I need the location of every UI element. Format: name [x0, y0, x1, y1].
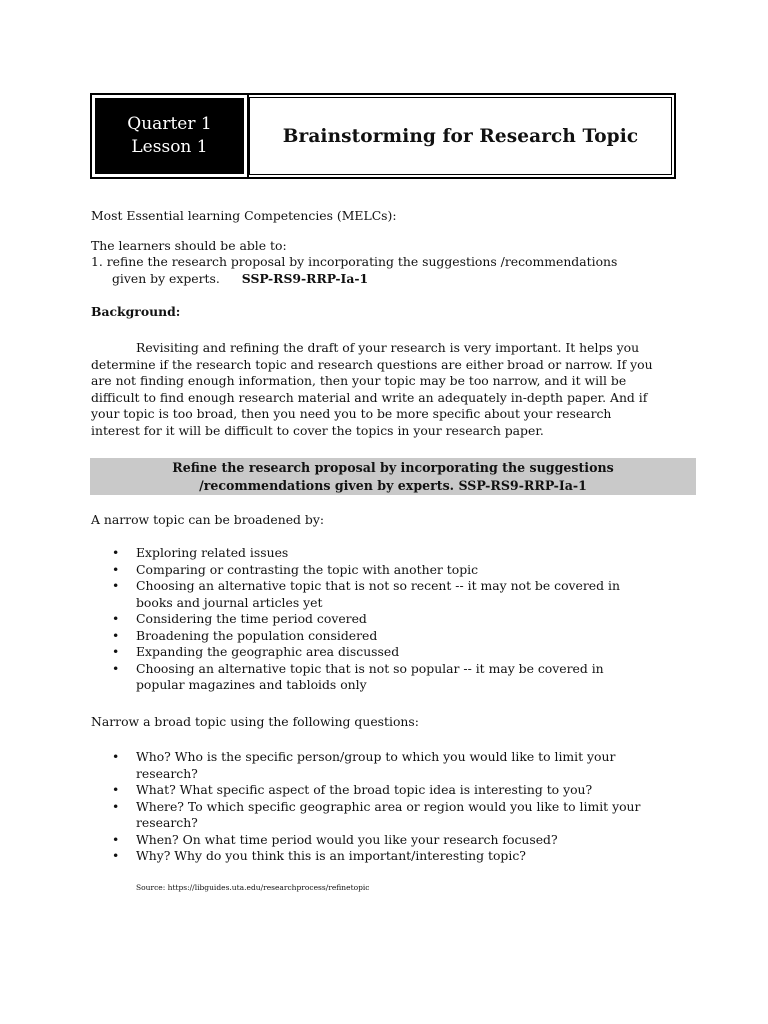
- banner-line: Refine the research proposal by incorporating the suggestions: [172, 460, 614, 475]
- lesson-title-box: [249, 97, 672, 175]
- lesson-header: [90, 93, 676, 179]
- background-line: determine if the research topic and research questions are either broad or narrow. If you: [91, 356, 653, 372]
- list-item: • Where? To which specific geographic area or region would you like to limit your research?: [112, 798, 641, 830]
- list-item: • Comparing or contrasting the topic with another topic: [112, 561, 479, 577]
- background-line: difficult to find enough research material and write an adequately in-depth paper. And if: [91, 389, 648, 405]
- quarter-label: Quarter 1: [127, 114, 212, 134]
- melcs-item-line1: 1. refine the research proposal by incorporating the suggestions /recommendations: [91, 254, 618, 269]
- bullet-icon: •: [112, 782, 120, 797]
- list-item: • Considering the time period covered: [112, 611, 367, 626]
- background-line: your topic is too broad, then you need you to be more specific about your research: [91, 406, 612, 421]
- bullet-icon: •: [112, 831, 120, 847]
- list-item: • Broadening the population considered: [112, 627, 378, 643]
- melcs-heading: Most Essential learning Competencies (MELCs):: [91, 208, 397, 223]
- broad-intro: Narrow a broad topic using the following questions:: [91, 714, 419, 729]
- melcs-item-code: SSP-RS9-RRP-Ia-1: [241, 271, 369, 286]
- background-line: are not finding enough information, then your topic may be too narrow, and it will be: [91, 373, 627, 388]
- bullet-icon: •: [112, 611, 120, 626]
- broad-list: [110, 749, 640, 865]
- lesson-label-box: [92, 95, 247, 177]
- lesson-label: Lesson 1: [131, 137, 208, 157]
- list-item: • Choosing an alternative topic that is not so recent -- it may not be covered in books and journal articles yet: [112, 578, 620, 610]
- bullet-icon: •: [112, 660, 120, 676]
- narrow-intro: A narrow topic can be broadened by:: [91, 512, 325, 527]
- background-line: Revisiting and refining the draft of your research is very important. It helps you: [136, 340, 640, 355]
- list-item: • When? On what time period would you like your research focused?: [112, 831, 558, 847]
- competency-banner: [90, 458, 696, 495]
- list-item: • Expanding the geographic area discussed: [112, 644, 400, 659]
- banner-line: /recommendations given by experts. SSP-RS9-RRP-Ia-1: [199, 477, 587, 493]
- bullet-icon: •: [112, 798, 120, 814]
- background-heading: Background:: [91, 304, 181, 319]
- melcs-item-line2: [112, 271, 368, 288]
- list-item: • Exploring related issues: [112, 545, 289, 560]
- bullet-icon: •: [112, 749, 120, 764]
- bullet-icon: •: [112, 848, 120, 863]
- bullet-icon: •: [112, 561, 120, 577]
- bullet-icon: •: [112, 644, 120, 659]
- bullet-icon: •: [112, 545, 120, 560]
- melcs-intro: The learners should be able to:: [91, 238, 287, 253]
- bullet-icon: •: [112, 578, 120, 593]
- background-paragraph: [91, 340, 697, 439]
- list-item: • What? What specific aspect of the broad topic idea is interesting to you?: [112, 782, 593, 797]
- background-line: interest for it will be difficult to cover the topics in your research paper.: [91, 422, 544, 438]
- lesson-title: Brainstorming for Research Topic: [282, 125, 639, 147]
- bullet-icon: •: [112, 627, 120, 643]
- list-item: • Choosing an alternative topic that is not so popular -- it may be covered in popular magazines and tabloids only: [112, 660, 604, 692]
- narrow-list: [110, 545, 620, 694]
- list-item: • Who? Who is the specific person/group to which you would like to limit your research?: [112, 749, 616, 781]
- melcs-item-text: given by experts.: [112, 271, 220, 286]
- source-citation: Source: https://libguides.uta.edu/researchprocess/refinetopic: [136, 883, 370, 892]
- list-item: • Why? Why do you think this is an important/interesting topic?: [112, 848, 526, 863]
